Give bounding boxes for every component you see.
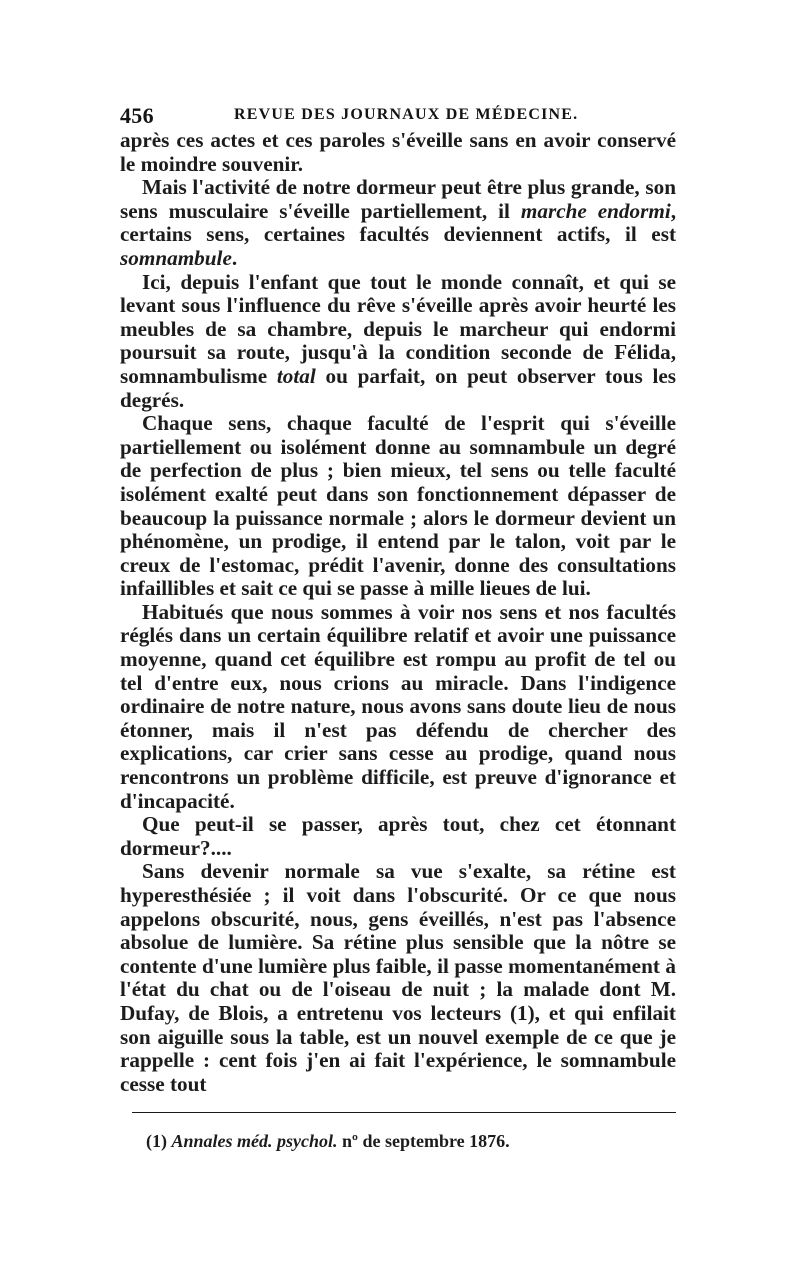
paragraph-3-text-b: ou parfait, on peut observer tous les degrés. [120, 363, 676, 412]
paragraph-2 [120, 176, 676, 270]
paragraph-2-italic-somnambule: somnambule [120, 245, 232, 270]
page-number: 456 [120, 103, 154, 128]
paragraph-2-text-a: Mais l'activité de notre dormeur peut être plus grande, son sens musculaire s'éveille partiellement, il [120, 175, 676, 223]
paragraph-1: après ces actes et ces paroles s'éveille sans en avoir conservé le moindre souvenir. [120, 128, 676, 176]
footnote-marker: (1) [146, 1131, 167, 1151]
paragraph-6: Que peut-il se passer, après tout, chez cet étonnant dormeur?.... [120, 812, 676, 860]
footnote-text: nº de septembre 1876. [337, 1131, 510, 1151]
paragraph-2-text-b: , certains sens, certaines facultés deviennent actifs, il est [120, 198, 677, 247]
paragraph-2-text-c: . [231, 245, 238, 270]
paragraph-5: Habitués que nous sommes à voir nos sens et nos facultés réglés dans un certain équilibre relatif et avoir une puissance moyenne, quand cet équilibre est rompu au profit de tel ou tel d'entre eux, nous crions au miracle. Dans l'indigence ordinaire de notre nature, nous avons sans doute lieu de nous étonner, mais il n'est pas défendu de chercher des explications, car crier sans cesse au prodige, quand nous rencontrons un problème difficile, est preuve d'ignorance et d'incapacité. [120, 599, 676, 813]
paragraph-4: Chaque sens, chaque faculté de l'esprit qui s'éveille partiellement ou isolément donne au somnambule un degré de perfection de plus ; bien mieux, tel sens ou telle faculté isolément exalté peut dans son fonctionnement dépasser de beaucoup la puissance normale ; alors le dormeur devient un phénomène, un prodige, il entend par le talon, voit par le creux de l'estomac, prédit l'avenir, donne des consultations infaillibles et sait ce qui se passe à mille lieues de lui. [120, 411, 676, 601]
paragraph-3-text-a: Ici, depuis l'enfant que tout le monde connaît, et qui se levant sous l'influence du rêve s'éveille après avoir heurté les meubles de sa chambre, depuis le marcheur qui endormi poursuit sa route, jusqu'à la condition seconde de Félida, somnambulisme [120, 269, 676, 388]
footnote [146, 1130, 676, 1152]
body-text [120, 129, 676, 1096]
paragraph-2-italic-marche: marche endormi [520, 198, 671, 223]
paragraph-3 [120, 271, 676, 413]
paragraph-3-italic-total: total [276, 363, 316, 388]
footnote-rule [132, 1112, 676, 1113]
footnote-journal: Annales méd. psychol. [171, 1131, 338, 1151]
journal-title: REVUE DES JOURNAUX DE MÉDECINE. [234, 106, 579, 123]
paragraph-7: Sans devenir normale sa vue s'exalte, sa rétine est hyperesthésiée ; il voit dans l'obscurité. Or ce que nous appelons obscurité, nous, gens éveillés, n'est pas l'absence absolue de lumière. Sa rétine plus sensible que la nôtre se contente d'une lumière plus faible, il passe momentanément à l'état du chat ou de l'oiseau de nuit ; la malade dont M. Dufay, de Blois, a entretenu vos lecteurs (1), et qui enfilait son aiguille sous la table, est un nouvel exemple de ce que je rappelle : cent fois j'en ai fait l'expérience, le somnambule cesse tout [120, 859, 676, 1096]
